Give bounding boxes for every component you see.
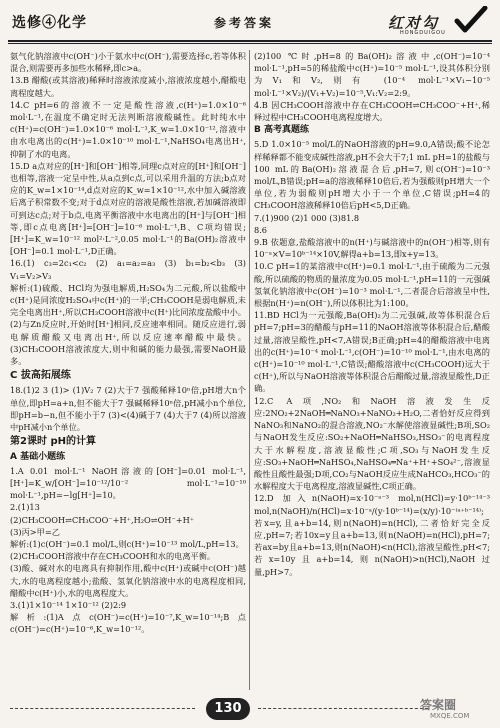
answer-paragraph: (2)CH₃COOH⇌CH₃COO⁻+H⁺,H₂O⇌OH⁻+H⁺ [10,514,195,525]
answer-paragraph: 2.(1)13 [10,502,40,513]
answer-paragraph: 18.(1)2 3 (1)> (1)V₂ 7 (2)大于7 强酸稀释10ⁿ倍,pH增大n个单位,即pH=a+n,但不能大于7 强碱稀释10ⁿ倍,pH减小n个单位,即pH=b−n,但不能小于7 (3)<(4)碱于7 (4)大于7 (4)所以溶液中pH减小n个单位。 [10,385,246,433]
answer-paragraph: 11.BD HCl为一元强酸,Ba(OH)₂为二元强碱,故等体积混合后pH=7;pH=3的醋酸与pH=11的NaOH溶液等体积混合后,醋酸过量,溶液呈酸性,pH<7,A错误;B正确;pH=4的醋酸溶液中电离出的c(H⁺)=10⁻⁴ mol·L⁻¹,c(OH⁻)=10⁻¹⁰ mol·L⁻¹,由水电离的c(H⁺)=10⁻¹⁰ mol·L⁻¹,C错误;醋酸溶液中c(CH₃COOH)远大于c(H⁺),所以与NaOH溶液等体积混合后醋酸过量,溶液显酸性,D正确。 [254,310,490,394]
brand-subtext: HONGDUIGOU [400,30,446,36]
brand-text: 红对勾 [388,14,440,32]
answer-paragraph: 解析:(1)硫酸、HCl均为强电解质,H₂SO₄为二元酸,所以盐酸中c(H⁺)是同浓度H₂SO₄中c(H⁺)的一半;CH₃COOH是弱电解质,未完全电离出H⁺,所以CH₃COOH溶液中c(H⁺)比同浓度盐酸中小。(2)与Zn反应时,开始时[H⁺]相同,反应速率相同。随反应进行,弱电解质醋酸又电离出H⁺,所以反应速率醋酸中最快。(3)CH₃COOH溶液浓度大,则中和碱的能力最强,需要NaOH最多。 [10,282,246,367]
brand-logo [380,8,492,38]
answer-paragraph: 14.C pH=6的溶液不一定是酸性溶液,c(H⁺)=1.0×10⁻⁶ mol·L⁻¹,在温度不确定时无法判断溶液酸碱性。此时纯水中c(H⁺)=c(OH⁻)=1.0×10⁻⁶ mol·L⁻¹,K_w=1.0×10⁻¹²,溶液中由水电离出的c(H⁺)=1.0×10⁻¹⁰ mol·L⁻¹,NaHSO₄电离出H⁺,抑制了水的电离。 [10,99,246,159]
section-heading: 参考答案 [214,16,275,30]
right-column [254,50,490,578]
answer-paragraph: 解析:(1)A点c(OH⁻)=c(H⁺)=10⁻⁷,K_w=10⁻¹⁴;B点c(OH⁻)=c(H⁺)=10⁻⁶,K_w=10⁻¹²。 [10,612,246,635]
answer-paragraph: 16.(1) c₃=2c₁<c₂ (2) a₁=a₂=a₃ (3) b₁=b₂<b₃ (3) V₁=V₂>V₃ [10,258,246,281]
checkmark-icon [454,6,488,34]
answer-paragraph: 4.B 因CH₃COOH溶液中存在CH₃COOH⇌CH₃COO⁻+H⁺,稀释过程中CH₃COOH电离程度增大。 [254,99,490,123]
answer-paragraph: (2)100 ℃时,pH=8的Ba(OH)₂溶液中,c(OH⁻)=10⁻⁴ mol·L⁻¹,pH=5的稀盐酸中c(H⁺)=10⁻⁵ mol·L⁻¹,设其体积分别为V₁和V₂,则有 (10⁻⁴ mol·L⁻¹×V₁−10⁻⁵ mol·L⁻¹×V₂)/(V₁+V₂)=10⁻⁵,V₁:V₂=2:9。 [254,51,490,98]
header-rule-thin [8,43,492,44]
page-footer [0,694,500,728]
section-title: C 拔高拓展练 [10,370,71,382]
answer-paragraph: 5.D 1.0×10⁻⁵ mol/L的NaOH溶液的pH=9.0,A错误;酸不论怎样稀释都不能变成碱性溶液,pH不会大于7;1 mL pH=1的盐酸与100 mL的Ba(OH)₂溶液混合后,pH=7,则c(OH⁻)=10⁻³ mol/L,B错误;pH=a的溶液稀释10倍后,若为强酸则pH增大一个单位,若为弱酸则pH增大小于一个单位,C错误;pH=4的CH₃COOH溶液稀释10倍后pH<5,D正确。 [254,139,490,211]
answer-paragraph: 12.C A项,NO₂和NaOH溶液发生反应:2NO₂+2NaOH═NaNO₃+NaNO₂+H₂O,二者恰好反应得到NaNO₃和NaNO₂的混合溶液,NO₂⁻水解使溶液显碱性;B项,SO₂与NaOH发生反应:SO₂+NaOH═NaHSO₃,HSO₃⁻的电离程度大于水解程度,溶液显酸性;C项,SO₃与NaOH发生反应:SO₃+NaOH═NaHSO₄,NaHSO₄═Na⁺+H⁺+SO₄²⁻,溶液显酸性且酸性最强;D项,CO₂与NaOH反应生成NaHCO₃,HCO₃⁻的水解程度大于电离程度,溶液显碱性,C项正确。 [254,395,490,492]
page-header [0,0,500,44]
answer-paragraph: 解析:(1)c(OH⁻)=0.1 mol/L,则c(H⁺)=10⁻¹³ mol/L,pH=13。 [10,538,244,549]
answer-paragraph: (3)酸、碱对水的电离具有抑制作用,酸中c(H⁺)或碱中c(OH⁻)越大,水的电离程度越小;盐酸、氢氧化钠溶液中水的电离程度相同,醋酸中c(H⁺)小,水的电离程度大。 [10,563,246,598]
watermark: 答案圈 [420,698,457,712]
footer-rule-right [258,708,428,709]
answer-paragraph: 7.(1)900 (2)1 000 (3)81.8 [254,212,360,223]
answer-paragraph: 10.C pH=1的某溶液中c(H⁺)=0.1 mol·L⁻¹,由于硫酸为二元强酸,所以硫酸的物质的量浓度为0.05 mol·L⁻¹,pH=11的一元强碱氢氧化钠溶液中c(OH⁻)=10⁻³ mol·L⁻¹,二者混合后溶液呈中性,根据n(H⁺)=n(OH⁻),所以体积比为1:100。 [254,261,490,309]
subsection-title: B 高考真题练 [254,125,309,136]
answer-paragraph: (3)丙>甲=乙 [10,526,60,537]
answer-paragraph: 15.D a点对应的[H⁺]和[OH⁻]相等,同理c点对应的[H⁺]和[OH⁻]也相等,溶液一定呈中性,从a点到c点,可以采用升温的方法;b点对应的K_w=1×10⁻¹⁴,d点对应的K_w=1×10⁻¹²,水中加入碱溶液后离子积常数不变;对于d点对应的溶液是酸性溶液,若加碱溶液即可到达c点;对于b点,电离平衡溶液中水电离出的[H⁺]与[OH⁻]相等,即c点电离[H⁺]=[OH⁻]=10⁻⁶ mol·L⁻¹,B、C项均错误;[H⁺]=K_w=10⁻¹² mol²·L⁻²,0.05 mol·L⁻¹的Ba(OH)₂溶液中[OH⁻]=0.1 mol·L⁻¹,D正确。 [10,160,246,257]
header-rule [8,40,492,42]
footer-rule-left [10,708,195,709]
answer-paragraph: 9.B 依题意,盐酸溶液中的n(H⁺)与碱溶液中的n(OH⁻)相等,则有10⁻ᵃ×V=10ᵇ⁻¹⁴×10V,解得a+b=13,即x+y=13。 [254,237,490,260]
page-number: 130 [206,698,250,720]
answer-paragraph: 13.B 醋酸(或其溶液)稀释时溶液浓度减小,溶液浓度越小,醋酸电离程度越大。 [10,75,246,98]
section-title: 第2课时 pH的计算 [10,436,96,448]
answer-paragraph: 8.6 [254,224,268,235]
book-title: 选修④化学 [12,15,87,31]
watermark-url: MXQE.COM [430,712,470,720]
subsection-title: A 基础小题练 [10,451,66,462]
answer-paragraph: 氨气化钠溶液中c(OH⁻)小于氨水中c(OH⁻),需要选择c,若等体积混合,则需要再多加些水稀释,即c>a。 [10,51,246,74]
column-divider [249,50,250,690]
answer-paragraph: (2)CH₃COOH溶液中存在CH₃COOH和水的电离平衡。 [10,551,216,562]
answer-paragraph: 12.D 加入n(NaOH)=x·10⁻ᵃ⁻³ mol,n(HCl)=y·10ᵇ⁻¹⁴⁻³ mol,n(NaOH)/n(HCl)=x·10⁻ᵃ/(y·10ᵇ⁻¹⁴)=(x/y)·10⁻⁽ᵃ⁺ᵇ⁻¹⁴⁾;若x=y,且a+b=14,则n(NaOH)=n(HCl),二者恰好完全反应,pH=7;若10x=y且a+b=13,则n(NaOH)=n(HCl),pH=7;若ax=by且a+b=13,则n(NaOH)<n(HCl),溶液呈酸性,pH<7;若x=10y且a+b=14,则n(NaOH)>n(HCl),NaOH过量,pH>7。 [254,493,490,577]
answer-paragraph: 3.(1)1×10⁻¹⁴ 1×10⁻¹² (2)2:9 [10,599,127,610]
answer-paragraph: 1.A 0.01 mol·L⁻¹ NaOH溶液的[OH⁻]=0.01 mol·L⁻¹,[H⁺]=K_w/[OH⁻]=10⁻¹²/10⁻² mol·L⁻¹=10⁻¹⁰ mol·L⁻¹,pH=−lg[H⁺]=10。 [10,465,246,501]
left-column [10,50,246,636]
